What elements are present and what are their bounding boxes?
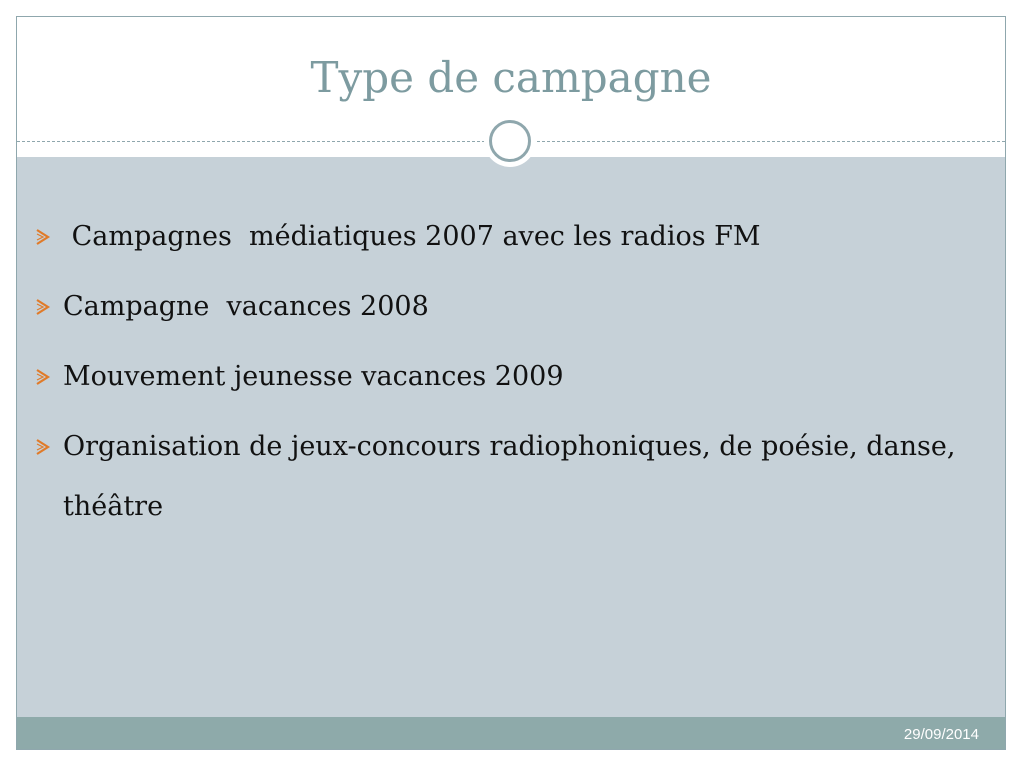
bullet-item <box>31 347 981 407</box>
bullet-text: Mouvement jeunesse vacances 2009 <box>63 361 564 392</box>
bullet-item <box>31 417 981 537</box>
divider-ring-icon <box>489 120 531 162</box>
bullet-text: Organisation de jeux-concours radiophoniques, de poésie, danse, théâtre <box>63 431 956 522</box>
bullet-item <box>31 207 981 267</box>
chevron-right-icon <box>35 347 55 407</box>
chevron-right-icon <box>35 207 55 267</box>
footer-bar <box>17 717 1005 750</box>
footer-date: 29/09/2014 <box>903 726 979 743</box>
bullet-item <box>31 277 981 337</box>
chevron-right-icon <box>35 277 55 337</box>
bullet-list <box>31 207 981 547</box>
bullet-text: Campagne vacances 2008 <box>63 291 429 322</box>
divider-circle-ornament <box>484 115 536 167</box>
slide <box>16 16 1006 750</box>
slide-title: Type de campagne <box>310 53 712 102</box>
chevron-right-icon <box>35 417 55 477</box>
bullet-text: Campagnes médiatiques 2007 avec les radios FM <box>63 221 761 252</box>
